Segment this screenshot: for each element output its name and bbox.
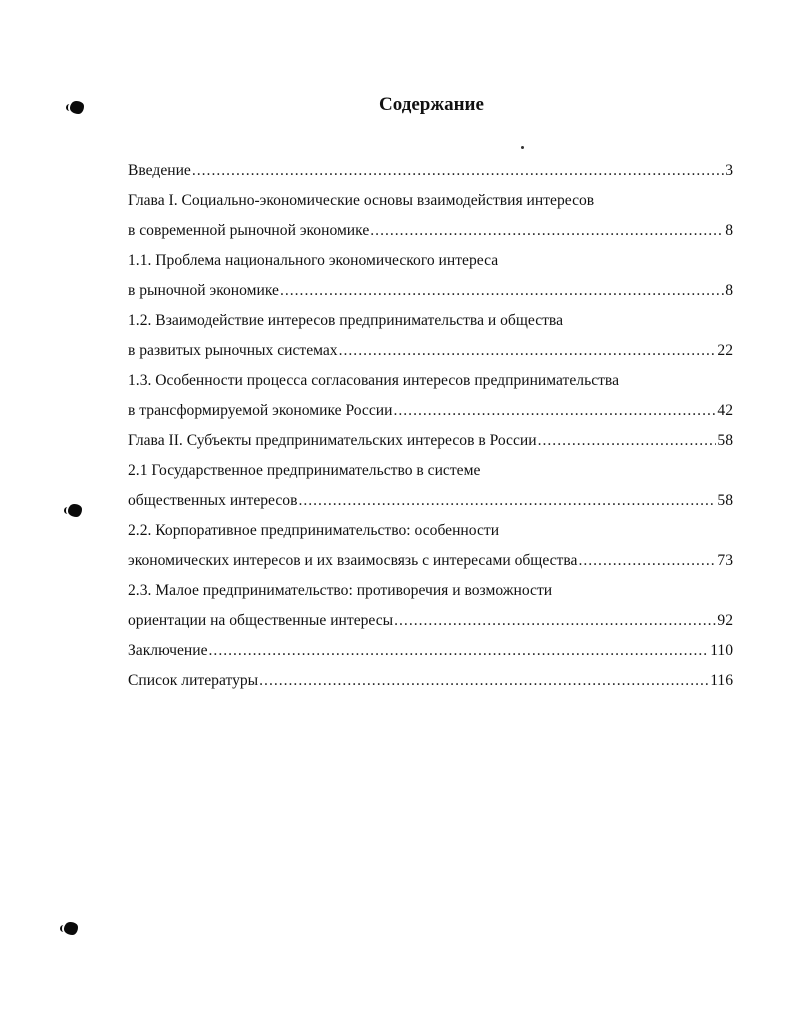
toc-entry-page: 92: [717, 612, 733, 629]
toc-entry-page: 73: [717, 552, 733, 569]
toc-entry: [128, 576, 733, 606]
dot-leader: [578, 546, 716, 576]
dot-leader: [393, 396, 716, 426]
toc-entry-title: в современной рыночной экономике: [128, 222, 370, 239]
toc-entry-title: 1.1. Проблема национального экономического интереса: [128, 252, 499, 269]
toc-entry-title: 2.2. Корпоративное предпринимательство: особенности: [128, 522, 500, 539]
toc-entry-title: Введение: [128, 162, 191, 179]
toc-entry-page: 3: [725, 162, 733, 179]
toc-entry: [128, 516, 733, 546]
dot-leader: [209, 636, 710, 666]
toc-entry-title: общественных интересов: [128, 492, 298, 509]
toc-entry: [128, 336, 733, 366]
punch-hole-bottom: [64, 922, 78, 935]
toc-entry-title: в трансформируемой экономике России: [128, 402, 393, 419]
toc-entry: [128, 306, 733, 336]
dot-leader: [538, 426, 717, 456]
toc-entry-title: в рыночной экономике: [128, 282, 279, 299]
toc-entry: [128, 486, 733, 516]
toc-entry-page: 58: [717, 492, 733, 509]
toc-entry: [128, 636, 733, 666]
dot-leader: [259, 666, 709, 696]
toc-entry-title: 1.3. Особенности процесса согласования интересов предпринимательства: [128, 372, 620, 389]
dot-leader: [394, 606, 716, 636]
dot-leader: [192, 156, 724, 186]
toc-entry-page: 8: [725, 222, 733, 239]
toc-entry: [128, 276, 733, 306]
table-of-contents: [128, 156, 733, 696]
page-title: Содержание: [379, 94, 484, 115]
toc-entry: [128, 606, 733, 636]
toc-entry: [128, 366, 733, 396]
toc-entry-page: 110: [710, 642, 733, 659]
toc-entry-title: 1.2. Взаимодействие интересов предпринимательства и общества: [128, 312, 564, 329]
toc-entry: [128, 246, 733, 276]
toc-entry: [128, 396, 733, 426]
dot-leader: [339, 336, 717, 366]
toc-entry-page: 116: [710, 672, 733, 689]
dot-leader: [298, 486, 716, 516]
toc-entry-page: 8: [725, 282, 733, 299]
toc-entry: [128, 186, 733, 216]
toc-entry-page: 58: [717, 432, 733, 449]
toc-entry-title: Глава II. Субъекты предпринимательских интересов в России: [128, 432, 537, 449]
dot-leader: [370, 216, 724, 246]
toc-entry-page: 42: [717, 402, 733, 419]
toc-entry-title: Заключение: [128, 642, 208, 659]
toc-entry: [128, 426, 733, 456]
toc-entry-title: ориентации на общественные интересы: [128, 612, 394, 629]
toc-entry: [128, 546, 733, 576]
toc-entry-title: экономических интересов и их взаимосвязь с интересами общества: [128, 552, 578, 569]
toc-entry: [128, 156, 733, 186]
toc-entry-title: 2.3. Малое предпринимательство: противоречия и возможности: [128, 582, 553, 599]
toc-entry-page: 22: [717, 342, 733, 359]
toc-entry-title: Глава I. Социально-экономические основы взаимодействия интересов: [128, 192, 595, 209]
punch-hole-middle: [68, 504, 82, 517]
toc-entry: [128, 216, 733, 246]
toc-entry: [128, 456, 733, 486]
scan-speck: [521, 146, 524, 149]
toc-entry: [128, 666, 733, 696]
toc-entry-title: 2.1 Государственное предпринимательство в системе: [128, 462, 481, 479]
toc-entry-title: в развитых рыночных системах: [128, 342, 338, 359]
dot-leader: [280, 276, 724, 306]
toc-entry-title: Список литературы: [128, 672, 259, 689]
